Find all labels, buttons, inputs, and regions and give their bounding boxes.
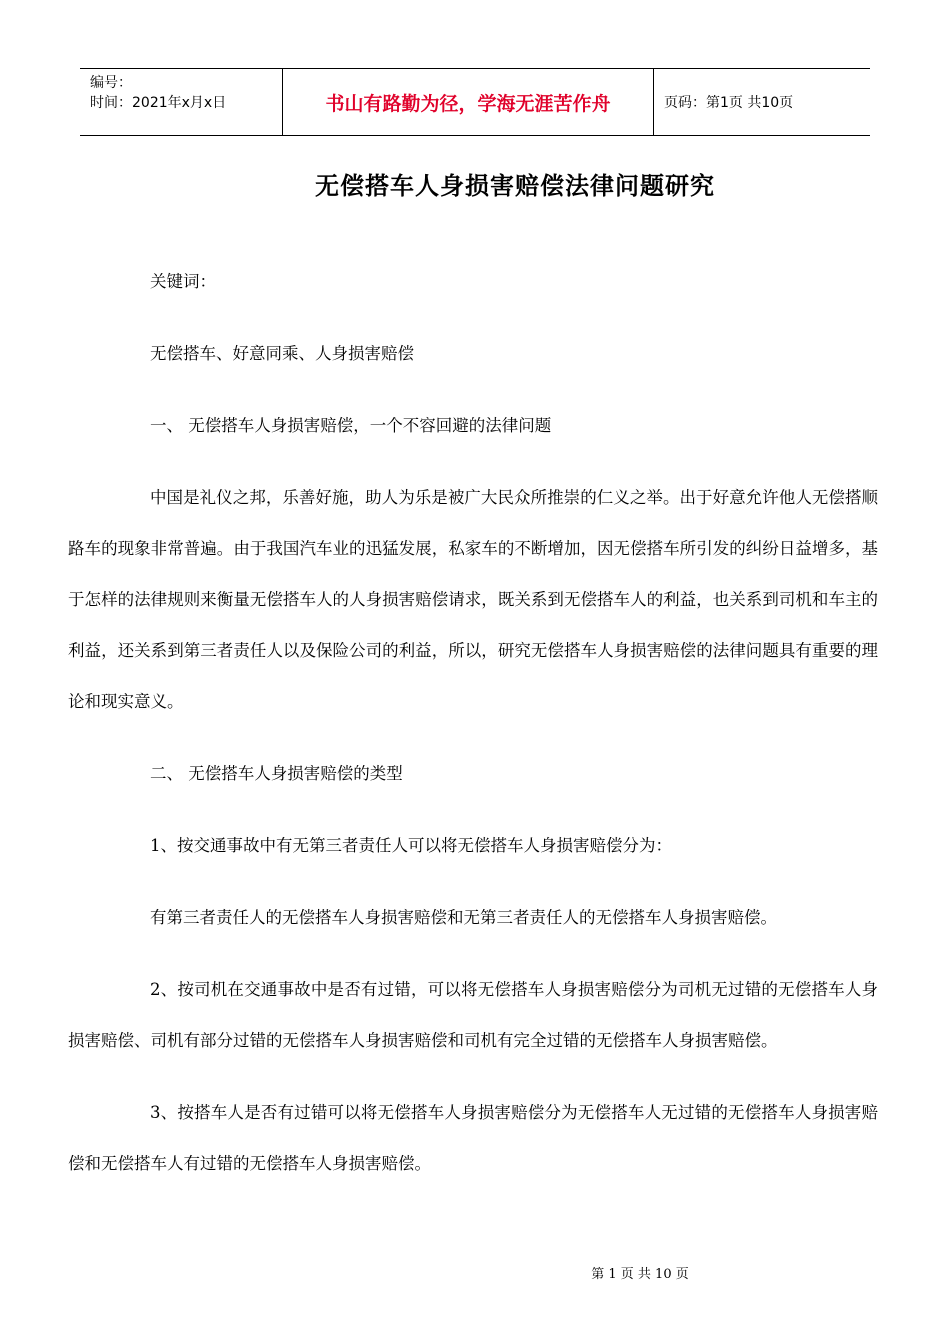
header-motto: 书山有路勤为径，学海无涯苦作舟 — [282, 69, 654, 135]
document-body — [68, 256, 878, 1189]
page-footer: 第 1 页 共 10 页 — [591, 1267, 689, 1282]
paragraph-type-3: 3、按搭车人是否有过错可以将无偿搭车人身损害赔偿分为无偿搭车人无过错的无偿搭车人身损害赔偿和无偿搭车人有过错的无偿搭车人身损害赔偿。 — [68, 1103, 878, 1173]
section-heading-1: 一、 无偿搭车人身损害赔偿，一个不容回避的法律问题 — [150, 416, 552, 435]
paragraph-intro: 中国是礼仪之邦，乐善好施，助人为乐是被广大民众所推崇的仁义之举。出于好意允许他人无偿搭顺路车的现象非常普遍。由于我国汽车业的迅猛发展，私家车的不断增加，因无偿搭车所引发的纠纷日益增多，基于怎样的法律规则来衡量无偿搭车人的人身损害赔偿请求，既关系到无偿搭车人的利益，也关系到司机和车主的利益，还关系到第三者责任人以及保险公司的利益，所以，研究无偿搭车人身损害赔偿的法律问题具有重要的理论和现实意义。 — [68, 488, 878, 711]
number-label: 编号： — [90, 75, 132, 91]
keywords-label: 关键词： — [150, 272, 216, 291]
paragraph-type-1: 1、按交通事故中有无第三者责任人可以将无偿搭车人身损害赔偿分为： — [150, 836, 672, 855]
keywords: 无偿搭车、好意同乘、人身损害赔偿 — [150, 344, 414, 363]
header-page-info: 页码：第1页 共10页 — [664, 95, 794, 111]
paragraph-type-1-detail: 有第三者责任人的无偿搭车人身损害赔偿和无第三者责任人的无偿搭车人身损害赔偿。 — [150, 908, 777, 927]
paragraph-type-2: 2、按司机在交通事故中是否有过错，可以将无偿搭车人身损害赔偿分为司机无过错的无偿搭车人身损害赔偿、司机有部分过错的无偿搭车人身损害赔偿和司机有完全过错的无偿搭车人身损害赔偿。 — [68, 980, 878, 1050]
header-meta — [80, 69, 282, 135]
header-table — [80, 68, 870, 136]
time-label: 时间：2021年x月x日 — [90, 95, 227, 111]
section-heading-2: 二、 无偿搭车人身损害赔偿的类型 — [150, 764, 403, 783]
document-title: 无偿搭车人身损害赔偿法律问题研究 — [315, 171, 715, 200]
